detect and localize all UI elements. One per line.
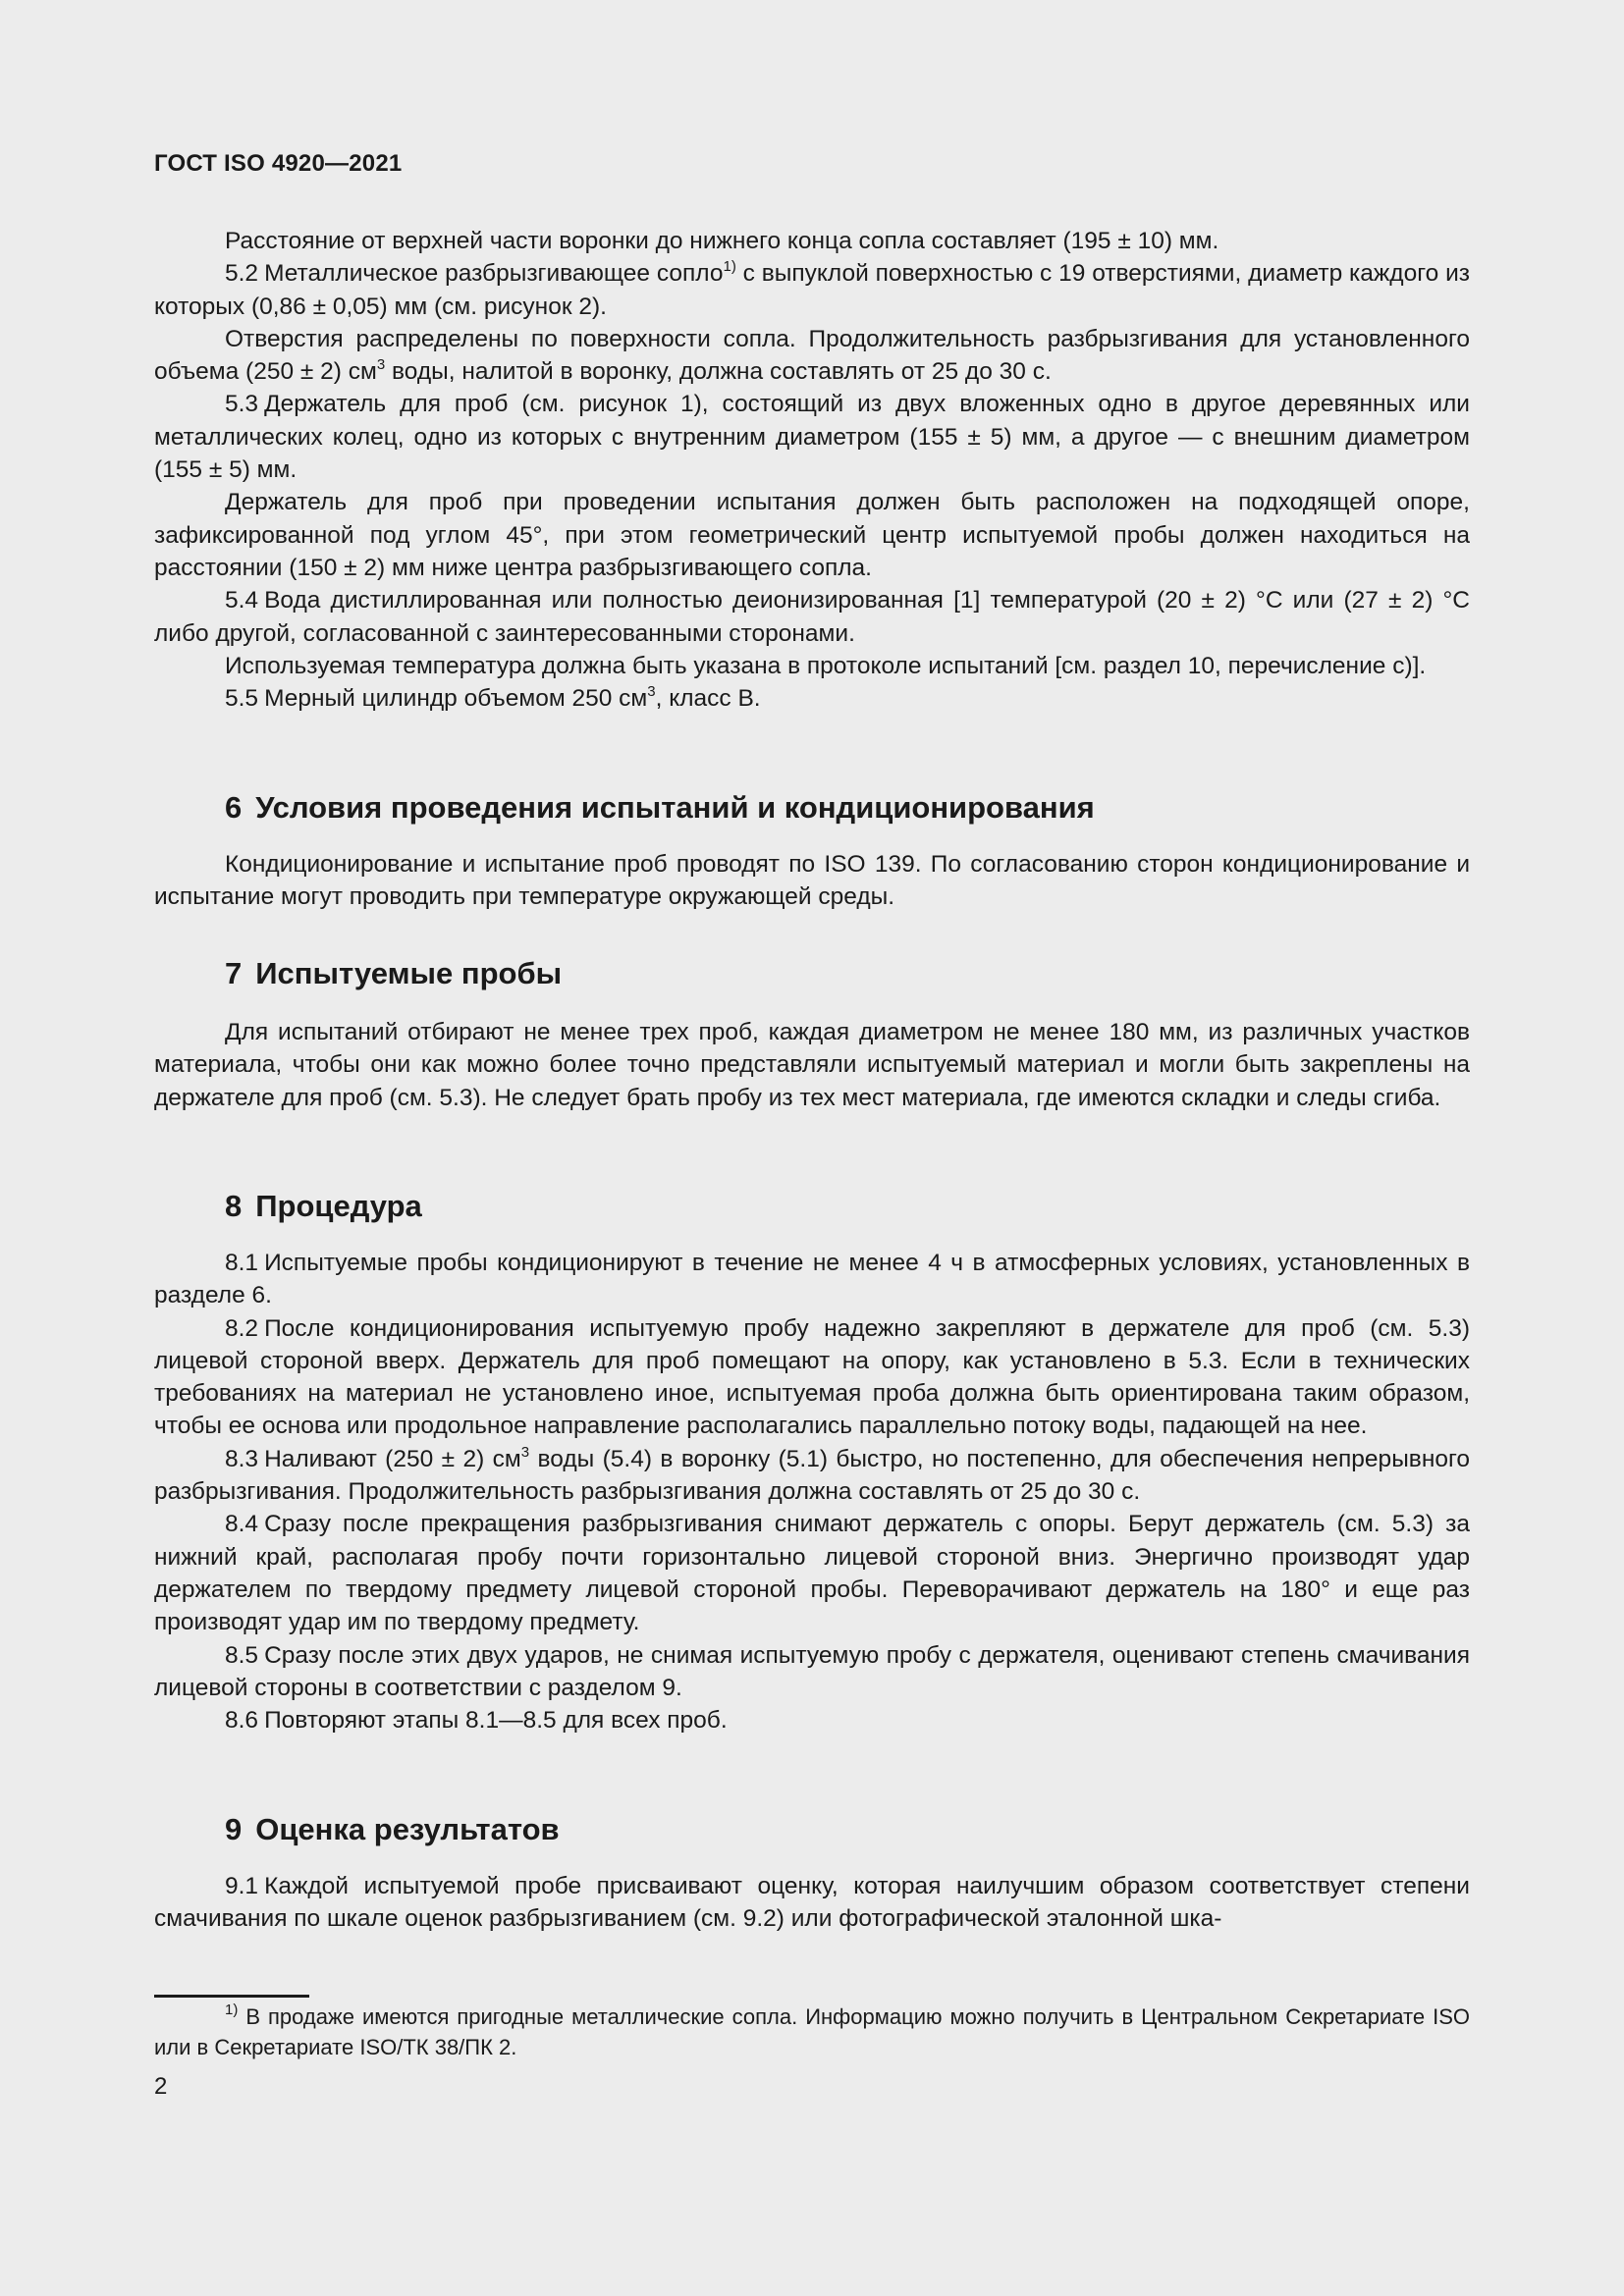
section-6-body [154, 848, 1470, 914]
footnote-marker: 1) [225, 2002, 239, 2018]
paragraph-5-2: 5.2 Металлическое разбрызгивающее сопло$^{1)}$ с выпуклой поверхностью с 19 отверстиями, диаметр каждого из которых (0,86 ± 0,05) мм (см. рисунок 2). [154, 258, 1470, 320]
section-8-body [154, 1247, 1470, 1736]
clause-number: 8.4 [225, 1511, 259, 1538]
paragraph: Используемая температура должна быть указана в протоколе испытаний [см. раздел 10, перечисление с)]. [225, 652, 1427, 679]
section-6-title: 6 Условия проведения испытаний и кондиционирования [225, 790, 1095, 825]
clause-number: 8.3 [225, 1445, 259, 1472]
section-9-body [154, 1870, 1470, 1936]
paragraph-8-5: 8.5 Сразу после этих двух ударов, не снимая испытуемую пробу с держателя, оценивают степень смачивания лицевой стороны в соответствии с разделом 9. [154, 1641, 1470, 1701]
clause-number: 5.2 [225, 260, 259, 288]
clause-number: 5.5 [225, 685, 259, 713]
footnote-ref: 1) [723, 258, 736, 276]
document-header: ГОСТ ISO 4920—2021 [154, 150, 403, 177]
section-8-title: 8 Процедура [225, 1189, 422, 1223]
paragraph-8-2: 8.2 После кондиционирования испытуемую пробу надежно закрепляют в держателе для проб (см. 5.3) лицевой стороной вверх. Держатель для проб помещают на опору, как установлено в 5.3. Если в технических требованиях на материал не установлено иное, испытуемая проба должна быть ориентирована таким образом, чтобы ее основа или продольное направление располагались параллельно потоку воды, падающей на нее. [154, 1314, 1470, 1440]
paragraph-8-1: 8.1 Испытуемые пробы кондиционируют в течение не менее 4 ч в атмосферных условиях, установленных в разделе 6. [154, 1250, 1470, 1309]
paragraph: Держатель для проб при проведении испытания должен быть расположен на подходящей опоре, зафиксированной под углом 45°, при этом геометрический центр испытуемой пробы должен находиться на расстоянии (150 ± 2) мм ниже центра разбрызгивающего сопла. [154, 489, 1470, 581]
paragraph: Кондиционирование и испытание проб проводят по ISO 139. По согласованию сторон кондиционирование и испытание могут проводить при температуре окружающей среды. [154, 851, 1470, 911]
paragraph: Отверстия распределены по поверхности сопла. Продолжительность разбрызгивания для установленного объема (250 ± 2) $см^3$ воды, налитой в воронку, должна составлять от 25 до 30 с. [154, 325, 1470, 386]
page-number: 2 [154, 2073, 168, 2100]
paragraph-5-5: 5.5 Мерный цилиндр объемом 250 $см^3$, класс В. [225, 683, 761, 713]
clause-number: 8.1 [225, 1250, 259, 1276]
paragraph-8-3: 8.3 Наливают (250 ± 2) $см^3$ воды (5.4) в воронку (5.1) быстро, но постепенно, для обеспечения непрерывного разбрызгивания. Продолжительность разбрызгивания должна составлять от 25 до 30 с. [154, 1443, 1470, 1506]
paragraph-8-4: 8.4 Сразу после прекращения разбрызгивания снимают держатель с опоры. Берут держатель (см. 5.3) за нижний край, располагая пробу почти горизонтально лицевой стороной вниз. Энергично производят удар держателем по твердому предмету лицевой стороной пробы. Переворачивают держатель на 180° и еще раз производят удар им по твердому предмету. [154, 1511, 1470, 1636]
clause-number: 5.4 [225, 587, 259, 614]
section-9-title: 9 Оценка результатов [225, 1812, 560, 1846]
section-7-title: 7 Испытуемые пробы [225, 956, 563, 990]
clause-number: 8.2 [225, 1314, 259, 1342]
section-5-continuation [154, 225, 1470, 715]
paragraph-8-6: 8.6 Повторяют этапы 8.1—8.5 для всех проб. [225, 1707, 728, 1735]
paragraph-9-1: 9.1 Каждой испытуемой пробе присваивают оценку, которая наилучшим образом соответствует степени смачивания по шкале оценок разбрызгиванием (см. 9.2) или фотографической эталонной шка- [154, 1873, 1470, 1933]
clause-number: 9.1 [225, 1873, 259, 1899]
clause-number: 8.5 [225, 1641, 259, 1669]
footnote: $^{1)}$ В продаже имеются пригодные металлические сопла. Информацию можно получить в Центральном Секретариате ISO или в Секретариате ISO/ТК 38/ПК 2. [154, 2002, 1470, 2059]
paragraph-5-4: 5.4 Вода дистиллированная или полностью деионизированная [1] температурой (20 ± 2) °С или (27 ± 2) °С либо другой, согласованной с заинтересованными сторонами. [154, 587, 1470, 647]
clause-number: 5.3 [225, 391, 259, 418]
footnote-divider [154, 1995, 309, 1998]
clause-number: 8.6 [225, 1707, 259, 1735]
section-7-body [154, 1016, 1470, 1114]
paragraph: Расстояние от верхней части воронки до нижнего конца сопла составляет (195 ± 10) мм. [225, 228, 1219, 254]
paragraph: Для испытаний отбирают не менее трех проб, каждая диаметром не менее 180 мм, из различных участков материала, чтобы они как можно более точно представляли испытуемый материал и могли быть закреплены на держателе для проб (см. 5.3). Не следует брать пробу из тех мест материала, где имеются складки и следы сгиба. [154, 1019, 1470, 1111]
paragraph-5-3: 5.3 Держатель для проб (см. рисунок 1), состоящий из двух вложенных одно в другое деревянных или металлических колец, одно из которых с внутренним диаметром (155 ± 5) мм, а другое — с внешним диаметром (155 ± 5) мм. [154, 391, 1470, 484]
